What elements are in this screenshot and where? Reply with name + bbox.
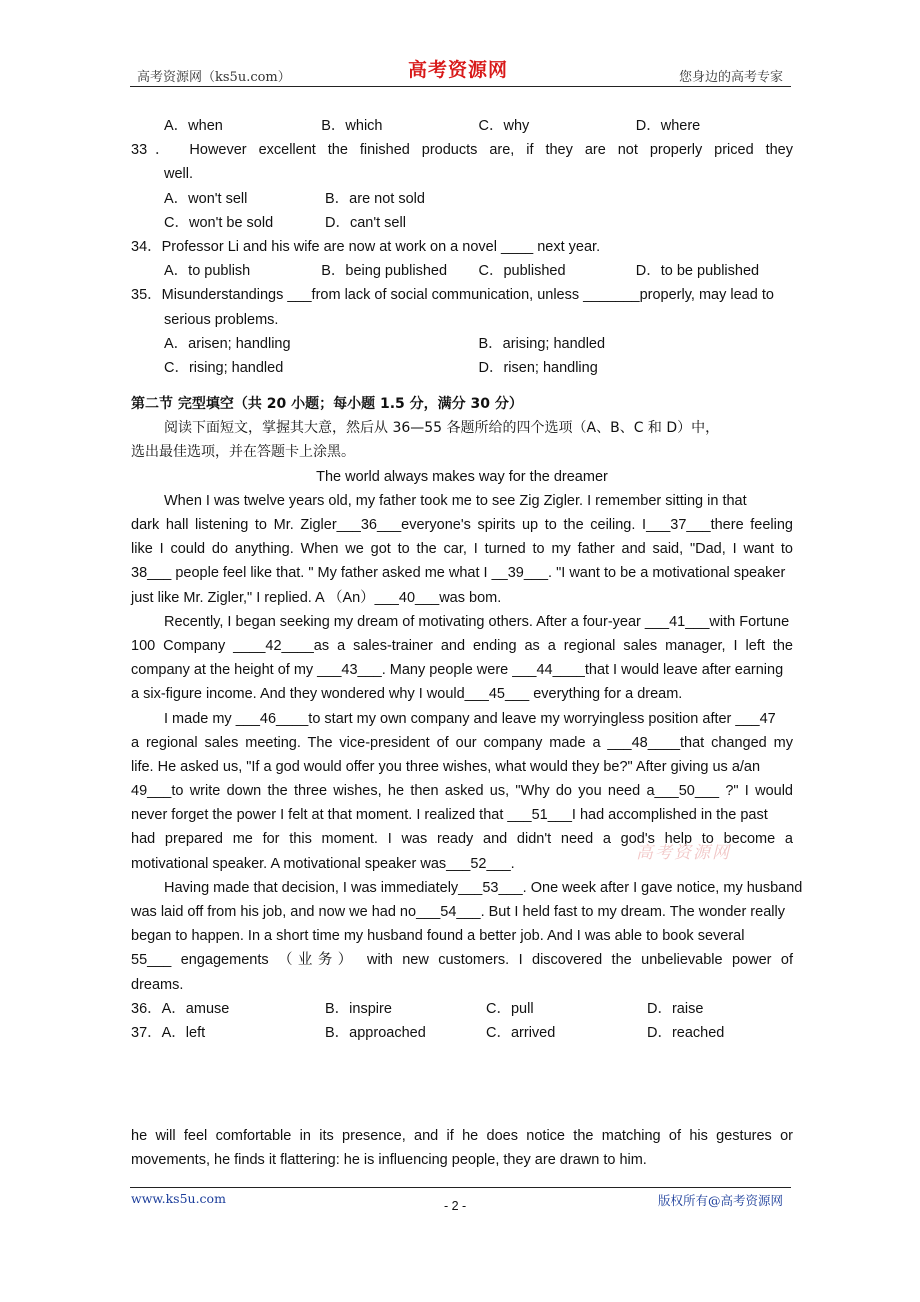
passage-line: company at the height of my ___43___. Many people were ___44____that I would leave after earning xyxy=(131,662,784,679)
option: C．rising; handled xyxy=(164,359,284,376)
q37-options xyxy=(131,1021,793,1045)
passage-line: Having made that decision, I was immediately___53___. One week after I gave notice, my husband xyxy=(164,879,803,896)
passage-line: had prepared me for this moment. I was ready and didn't need a god's help to become a xyxy=(131,831,793,848)
passage xyxy=(131,489,803,997)
section-heading: 第二节 完型填空（共 20 小题；每小题 1.5 分，满分 30 分） xyxy=(131,396,523,413)
option: D．where xyxy=(635,118,701,134)
option: D．raise xyxy=(647,1000,704,1017)
q34-options xyxy=(131,259,793,283)
option: C．pull xyxy=(486,1000,534,1017)
q35-options-row1 xyxy=(131,332,793,356)
page-number: - 2 - xyxy=(444,1199,467,1213)
section-instruction: 阅读下面短文，掌握其大意，然后从 36—55 各题所给的四个选项（A、B、C 和 D）中， xyxy=(164,420,720,437)
q35-stem-cont: serious problems. xyxy=(164,311,279,328)
option: 37．A．left xyxy=(131,1024,206,1041)
passage-line: just like Mr. Zigler," I replied. A （An）___40___was bom. xyxy=(131,589,502,606)
footer-rule xyxy=(130,1187,791,1188)
q33-stem: 33． However excellent the finished products are, if they are not properly priced they xyxy=(131,142,793,159)
q33-stem-cont: well. xyxy=(164,166,194,183)
option: C．why xyxy=(478,118,530,134)
footer-left-link[interactable]: www.ks5u.com xyxy=(131,1191,226,1206)
option: D．reached xyxy=(647,1024,725,1041)
option: B．are not sold xyxy=(325,190,425,207)
main-content xyxy=(131,114,803,1045)
option: B．which xyxy=(321,118,383,134)
option: B．inspire xyxy=(325,1000,392,1017)
passage-line: began to happen. In a short time my husband found a better job. And I was able to book several xyxy=(131,928,745,945)
passage-line: motivational speaker. A motivational speaker was___52___. xyxy=(131,855,515,872)
lower-text xyxy=(131,1124,793,1172)
passage-line: 100 Company ____42____as a sales-trainer and ending as a regional sales manager, I left the xyxy=(131,637,793,654)
lower-line: he will feel comfortable in its presence, and if he does notice the matching of his gestures or xyxy=(131,1128,793,1144)
passage-line: I made my ___46____to start my own company and leave my worryingless position after ___47 xyxy=(164,710,776,727)
passage-line: like I could do anything. When we got to the car, I turned to my father and said, "Dad, I want to xyxy=(131,541,793,558)
option: C．arrived xyxy=(486,1024,556,1041)
option: D．can't sell xyxy=(325,214,406,231)
q34-stem: 34．Professor Li and his wife are now at work on a novel ____ next year. xyxy=(131,238,601,255)
passage-line: dark hall listening to Mr. Zigler___36___everyone's spirits up to the ceiling. I___37___there feeling xyxy=(131,517,793,533)
q33-options-row2 xyxy=(131,211,793,235)
option: A．when xyxy=(164,118,223,134)
passage-title: The world always makes way for the dreamer xyxy=(316,468,608,485)
option: A．to publish xyxy=(164,263,251,280)
passage-line: a regional sales meeting. The vice-president of our company made a ___48____that changed my xyxy=(131,734,793,751)
passage-line: never forget the power I felt at that moment. I realized that ___51___I had accomplished in the past xyxy=(131,807,768,824)
header-right-text: 您身边的高考专家 xyxy=(678,70,783,85)
option: B．arising; handled xyxy=(478,335,606,352)
passage-line: 55___ engagements （业务） with new customers. I discovered the unbelievable power of xyxy=(131,952,793,969)
passage-line: was laid off from his job, and now we had no___54___. But I held fast to my dream. The wonder really xyxy=(131,904,785,920)
option: 36．A．amuse xyxy=(131,1000,230,1017)
q35-stem: 35．Misunderstandings ___from lack of social communication, unless _______properly, may lead to xyxy=(131,287,774,304)
passage-line: a six-figure income. And they wondered why I would___45___ everything for a dream. xyxy=(131,686,683,703)
option: C．won't be sold xyxy=(164,214,274,231)
header-logo: 高考资源网 xyxy=(408,59,509,81)
option: D．risen; handling xyxy=(478,359,598,376)
option: B．being published xyxy=(321,263,448,280)
header-rule xyxy=(130,86,791,87)
option: B．approached xyxy=(325,1024,426,1041)
q32-options xyxy=(131,114,793,138)
passage-line: dreams. xyxy=(131,976,184,993)
header-left-text: 高考资源网（ks5u.com） xyxy=(137,70,291,85)
section-instruction-cont: 选出最佳选项，并在答题卡上涂黑。 xyxy=(131,444,355,461)
option: D．to be published xyxy=(635,263,760,280)
passage-line: Recently, I began seeking my dream of motivating others. After a four-year ___41___with Fortune xyxy=(164,613,790,630)
passage-line: 49___to write down the three wishes, he then asked us, "Why do you need a___50___ ?" I would xyxy=(131,783,793,800)
option: C．published xyxy=(478,263,566,280)
q35-options-row2 xyxy=(131,356,793,380)
option: A．arisen; handling xyxy=(164,335,291,352)
lower-line: movements, he finds it flattering: he is influencing people, they are drawn to him. xyxy=(131,1152,647,1169)
passage-line: When I was twelve years old, my father took me to see Zig Zigler. I remember sitting in that xyxy=(164,492,747,509)
footer-right-text: 版权所有@高考资源网 xyxy=(657,1193,783,1208)
q33-options-row1 xyxy=(131,187,793,211)
passage-line: 38___ people feel like that. " My father asked me what I __39___. "I want to be a motivational speaker xyxy=(131,565,786,582)
q36-options xyxy=(131,997,793,1021)
option: A．won't sell xyxy=(164,190,248,207)
passage-line: life. He asked us, "If a god would offer you three wishes, what would they be?" After giving us a/an xyxy=(131,758,761,775)
watermark: 高考资源网 xyxy=(636,843,731,863)
